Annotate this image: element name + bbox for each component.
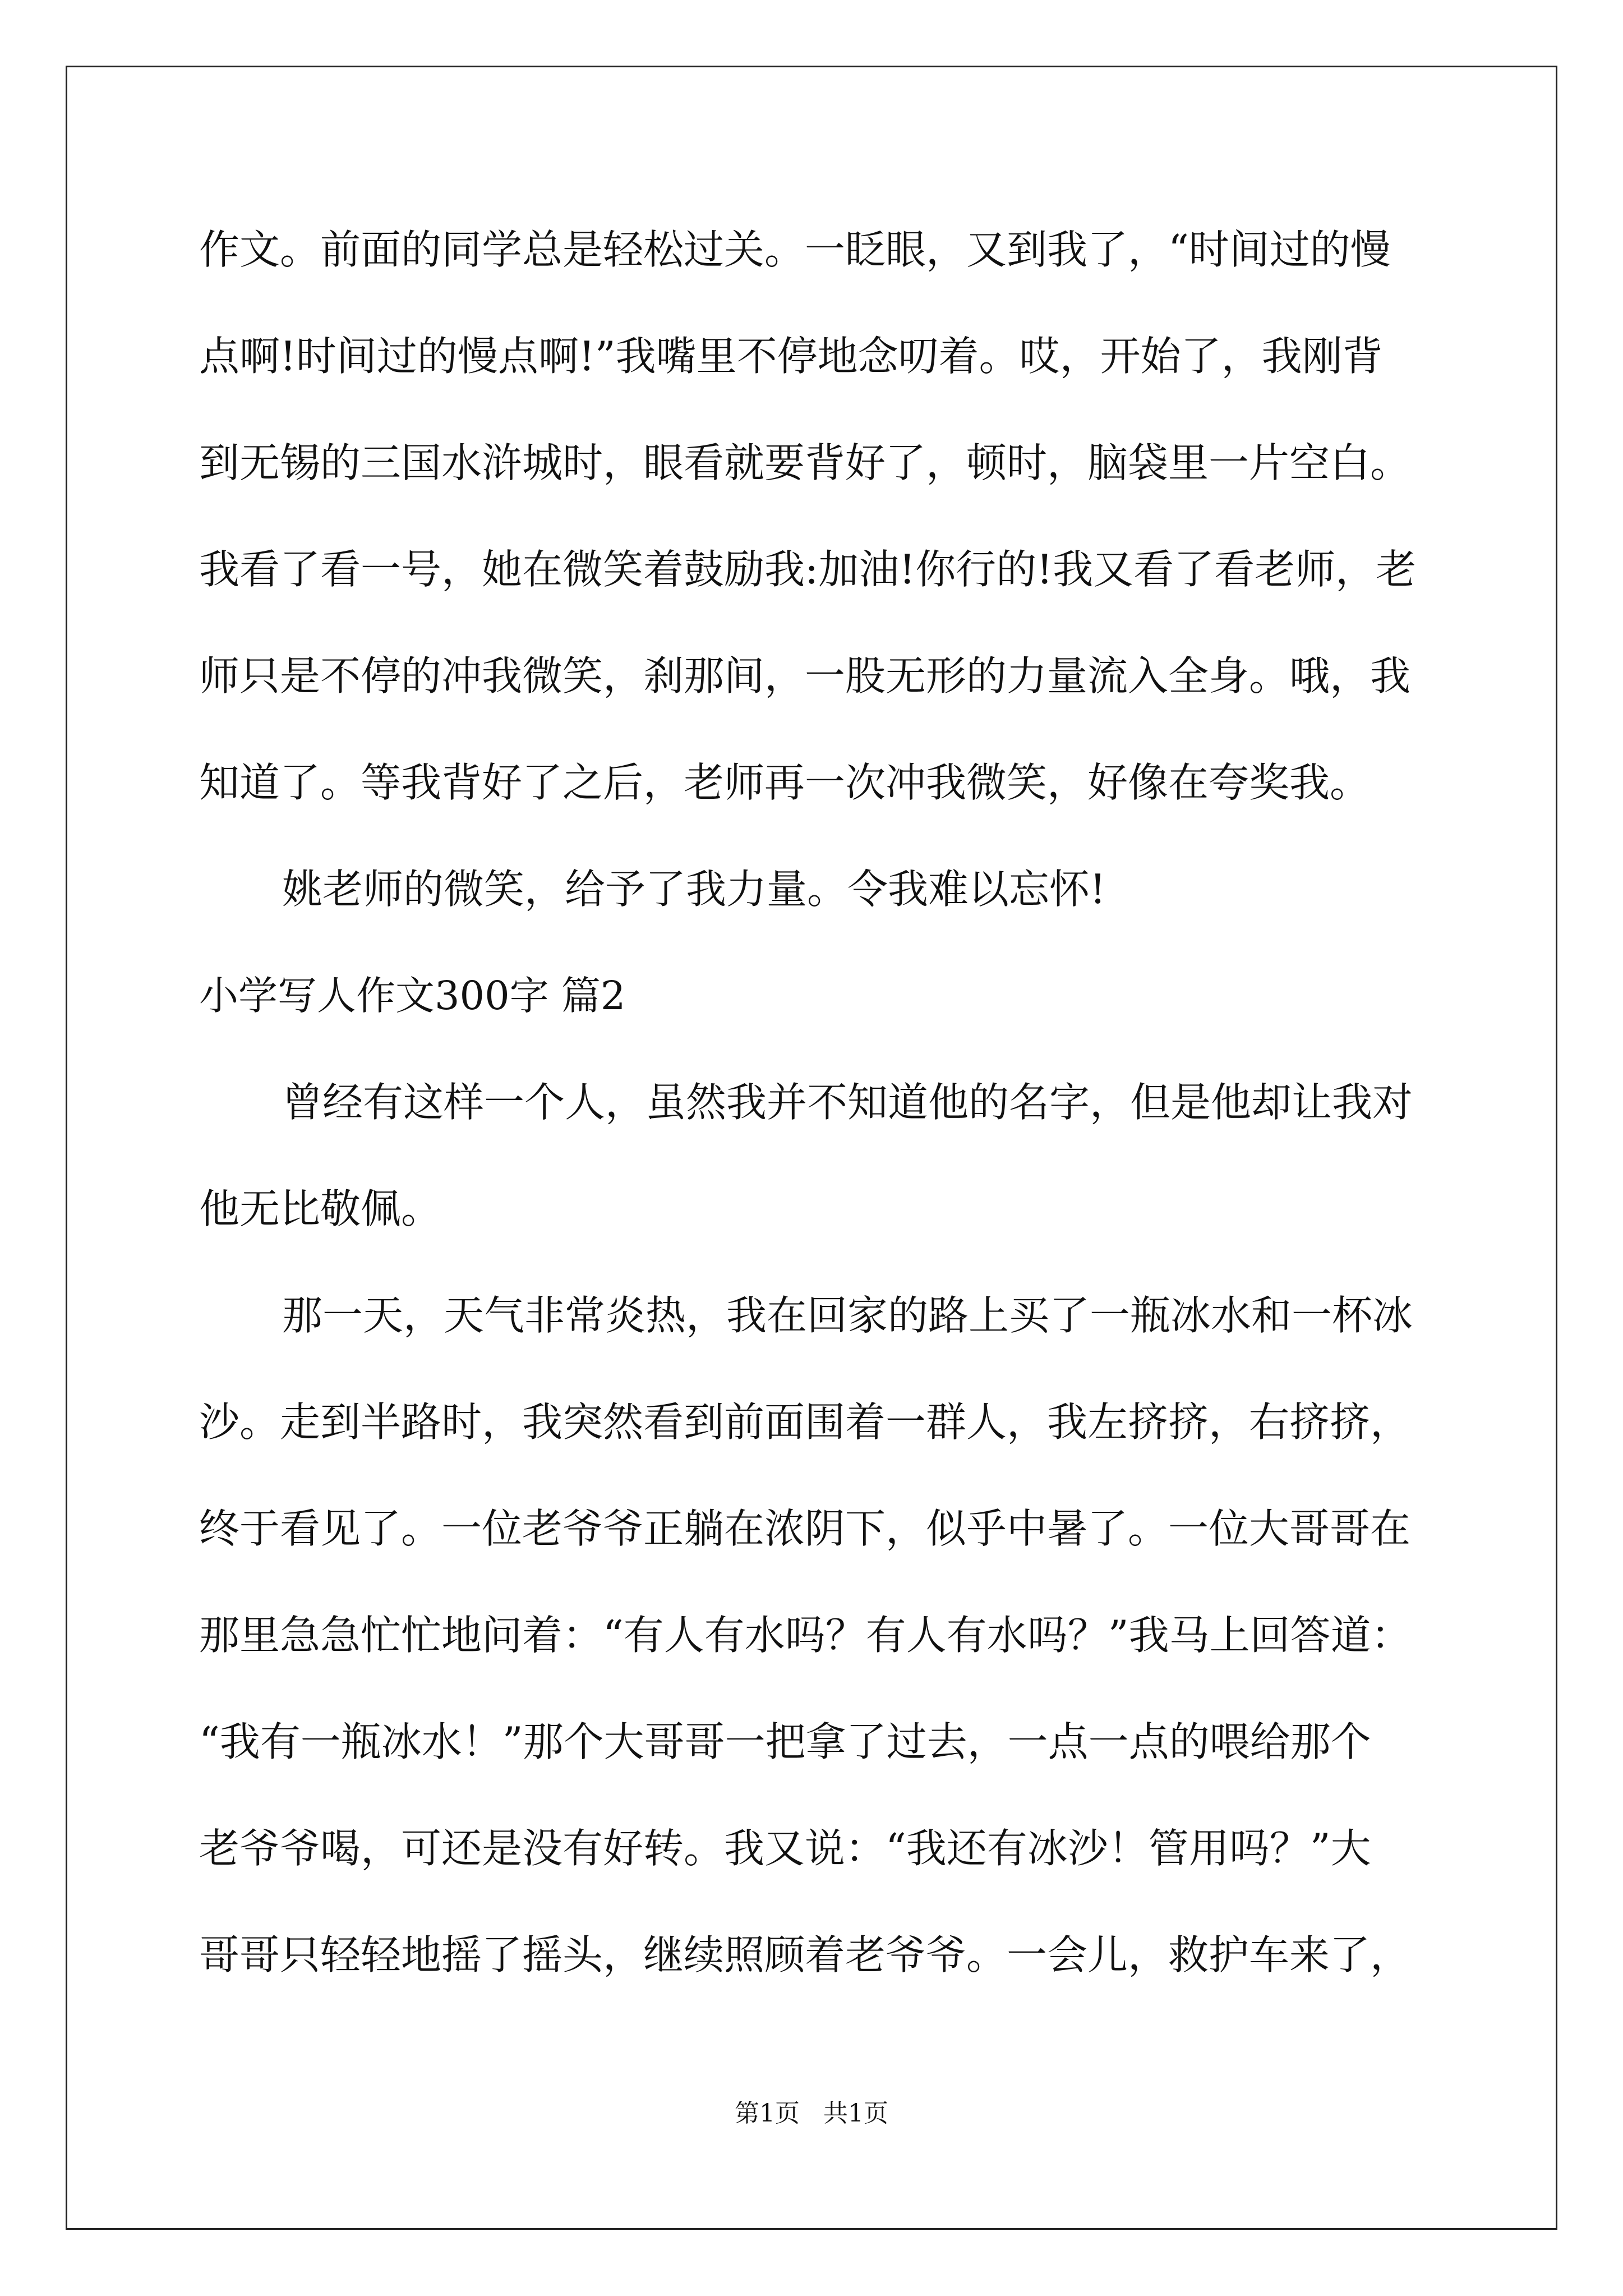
text-line: “我有一瓶冰水！”那个大哥哥一把拿了过去，一点一点的喂给那个 <box>199 1718 1371 1765</box>
text-line: 知道了。等我背好了之后，老师再一次冲我微笑，好像在夸奖我。 <box>199 759 1371 806</box>
paragraph-first-line: 那一天，天气非常炎热，我在回家的路上买了一瓶冰水和一杯冰 <box>282 1292 1413 1339</box>
text-line: 点啊!时间过的慢点啊!”我嘴里不停地念叨着。哎，开始了，我刚背 <box>199 333 1383 380</box>
text-line: 哥哥只轻轻地摇了摇头，继续照顾着老爷爷。一会儿，救护车来了， <box>199 1931 1411 1978</box>
text-line: 他无比敬佩。 <box>199 1185 442 1232</box>
paragraph-first-line: 曾经有这样一个人，虽然我并不知道他的名字，但是他却让我对 <box>282 1079 1413 1126</box>
text-line: 作文。前面的同学总是轻松过关。一眨眼，又到我了，“时间过的慢 <box>199 226 1391 273</box>
text-line: 我看了看一号，她在微笑着鼓励我:加油!你行的!我又看了看老师，老 <box>199 546 1417 593</box>
section-heading: 小学写人作文300字 篇2 <box>199 973 626 1019</box>
page-border <box>66 66 1557 2230</box>
text-line: 老爷爷喝，可还是没有好转。我又说：“我还有冰沙！管用吗？”大 <box>199 1825 1371 1872</box>
text-line: 沙。走到半路时，我突然看到前面围着一群人，我左挤挤，右挤挤， <box>199 1398 1411 1446</box>
page-footer: 第1页 共1页 <box>735 2099 888 2128</box>
text-line: 终于看见了。一位老爷爷正躺在浓阴下，似乎中暑了。一位大哥哥在 <box>199 1505 1411 1552</box>
text-line: 师只是不停的冲我微笑，刹那间，一股无形的力量流入全身。哦，我 <box>199 652 1411 700</box>
paragraph-first-line: 姚老师的微笑，给予了我力量。令我难以忘怀! <box>282 866 1106 913</box>
text-line: 那里急急忙忙地问着：“有人有水吗？有人有水吗？”我马上回答道： <box>199 1612 1412 1659</box>
text-line: 到无锡的三国水浒城时，眼看就要背好了，顿时，脑袋里一片空白。 <box>199 439 1411 486</box>
